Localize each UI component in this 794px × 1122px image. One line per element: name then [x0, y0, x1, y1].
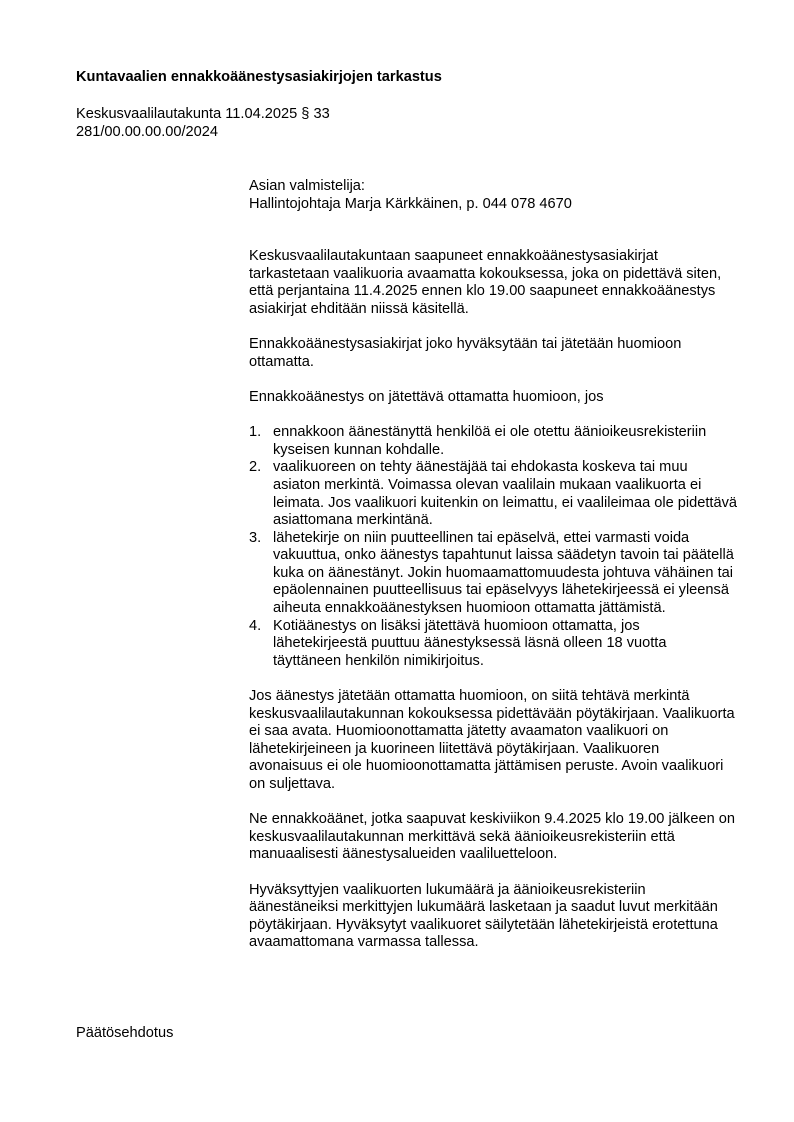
list-item	[249, 459, 737, 529]
list-item-text: Kotiäänestys on lisäksi jätettävä huomioon ottamatta, jos lähetekirjeestä puuttuu äänestyksessä läsnä olleen 18 vuotta täyttäneen henkilön nimikirjoitus.	[273, 617, 667, 669]
decision-proposal-heading: Päätösehdotus	[76, 1025, 174, 1041]
list-item-text: lähetekirje on niin puutteellinen tai epäselvä, ettei varmasti voida vakuuttua, onko äänestys tapahtunut laissa säädetyn tavoin tai päätellä kuka on äänestänyt. Jokin huomaamattomuudesta johtuva vähäinen tai epäolennainen puutteellisuus tai epäselvyys lähetekirjeessä ei yleensä aiheuta ennakkoäänestyksen huomioon ottamatta jättämistä.	[273, 529, 734, 617]
meeting-info	[76, 106, 330, 141]
list-item-number: 1.	[249, 424, 262, 441]
list-item	[249, 530, 737, 618]
document-title: Kuntavaalien ennakkoäänestysasiakirjojen tarkastus	[76, 69, 442, 85]
paragraph-4: Jos äänestys jätetään ottamatta huomioon, on siitä tehtävä merkintä keskusvaalilautakunnan kokouksessa pidettävään pöytäkirjaan. Vaalikuorta ei saa avata. Huomioonottamatta jätetty avaamaton vaalikuori on lähetekirjeineen ja kuorineen liitettävä pöytäkirjaan. Vaalikuoren avonaisuus ei ole huomioonottamatta jättämisen peruste. Avoin vaalikuori on suljettava.	[249, 688, 735, 792]
preparer-name: Hallintojohtaja Marja Kärkkäinen, p. 044 078 4670	[249, 195, 572, 212]
list-item-number: 3.	[249, 529, 262, 546]
preparer-block	[249, 178, 737, 213]
preparer-label: Asian valmistelija:	[249, 178, 365, 194]
list-item	[249, 618, 737, 671]
list-item-number: 4.	[249, 617, 262, 634]
list-item-text: ennakkoon äänestänyttä henkilöä ei ole otettu äänioikeusrekisteriin kyseisen kunnan kohdalle.	[273, 424, 707, 458]
paragraph-5: Ne ennakkoäänet, jotka saapuvat keskiviikon 9.4.2025 klo 19.00 jälkeen on keskusvaalilautakunnan merkittävä sekä äänioikeusrekisteriin että manuaalisesti äänestysalueiden vaaliluetteloon.	[249, 811, 735, 863]
conditions-list	[249, 424, 737, 670]
paragraph-6: Hyväksyttyjen vaalikuorten lukumäärä ja äänioikeusrekisteriin äänestäneiksi merkittyjen lukumäärä lasketaan ja saadut luvut merkitään pöytäkirjaan. Hyväksytyt vaalikuoret säilytetään lähetekirjeistä erotettuna avaamattomana varmassa tallessa.	[249, 881, 718, 951]
record-number: 281/00.00.00.00/2024	[76, 123, 219, 140]
meeting-line: Keskusvaalilautakunta 11.04.2025 § 33	[76, 106, 330, 122]
list-item-text: vaalikuoreen on tehty äänestäjää tai ehdokasta koskeva tai muu asiaton merkintä. Voimassa olevan vaalilain mukaan vaalikuorta ei leimata. Jos vaalikuori kuitenkin on leimattu, ei vaalileimaa ole pidettävä asiattomana merkintänä.	[273, 459, 737, 529]
document-body	[249, 178, 737, 952]
paragraph-2: Ennakkoäänestysasiakirjat joko hyväksytään tai jätetään huomioon ottamatta.	[249, 336, 682, 370]
paragraph-3: Ennakkoäänestys on jätettävä ottamatta huomioon, jos	[249, 388, 604, 405]
paragraph-1: Keskusvaalilautakuntaan saapuneet ennakkoäänestysasiakirjat tarkastetaan vaalikuoria avaamatta kokouksessa, joka on pidettävä siten, että perjantaina 11.4.2025 ennen klo 19.00 saapuneet ennakkoäänestys asiakirjat ehditään niissä käsitellä.	[249, 248, 722, 317]
list-item	[249, 424, 737, 459]
list-item-number: 2.	[249, 459, 262, 476]
